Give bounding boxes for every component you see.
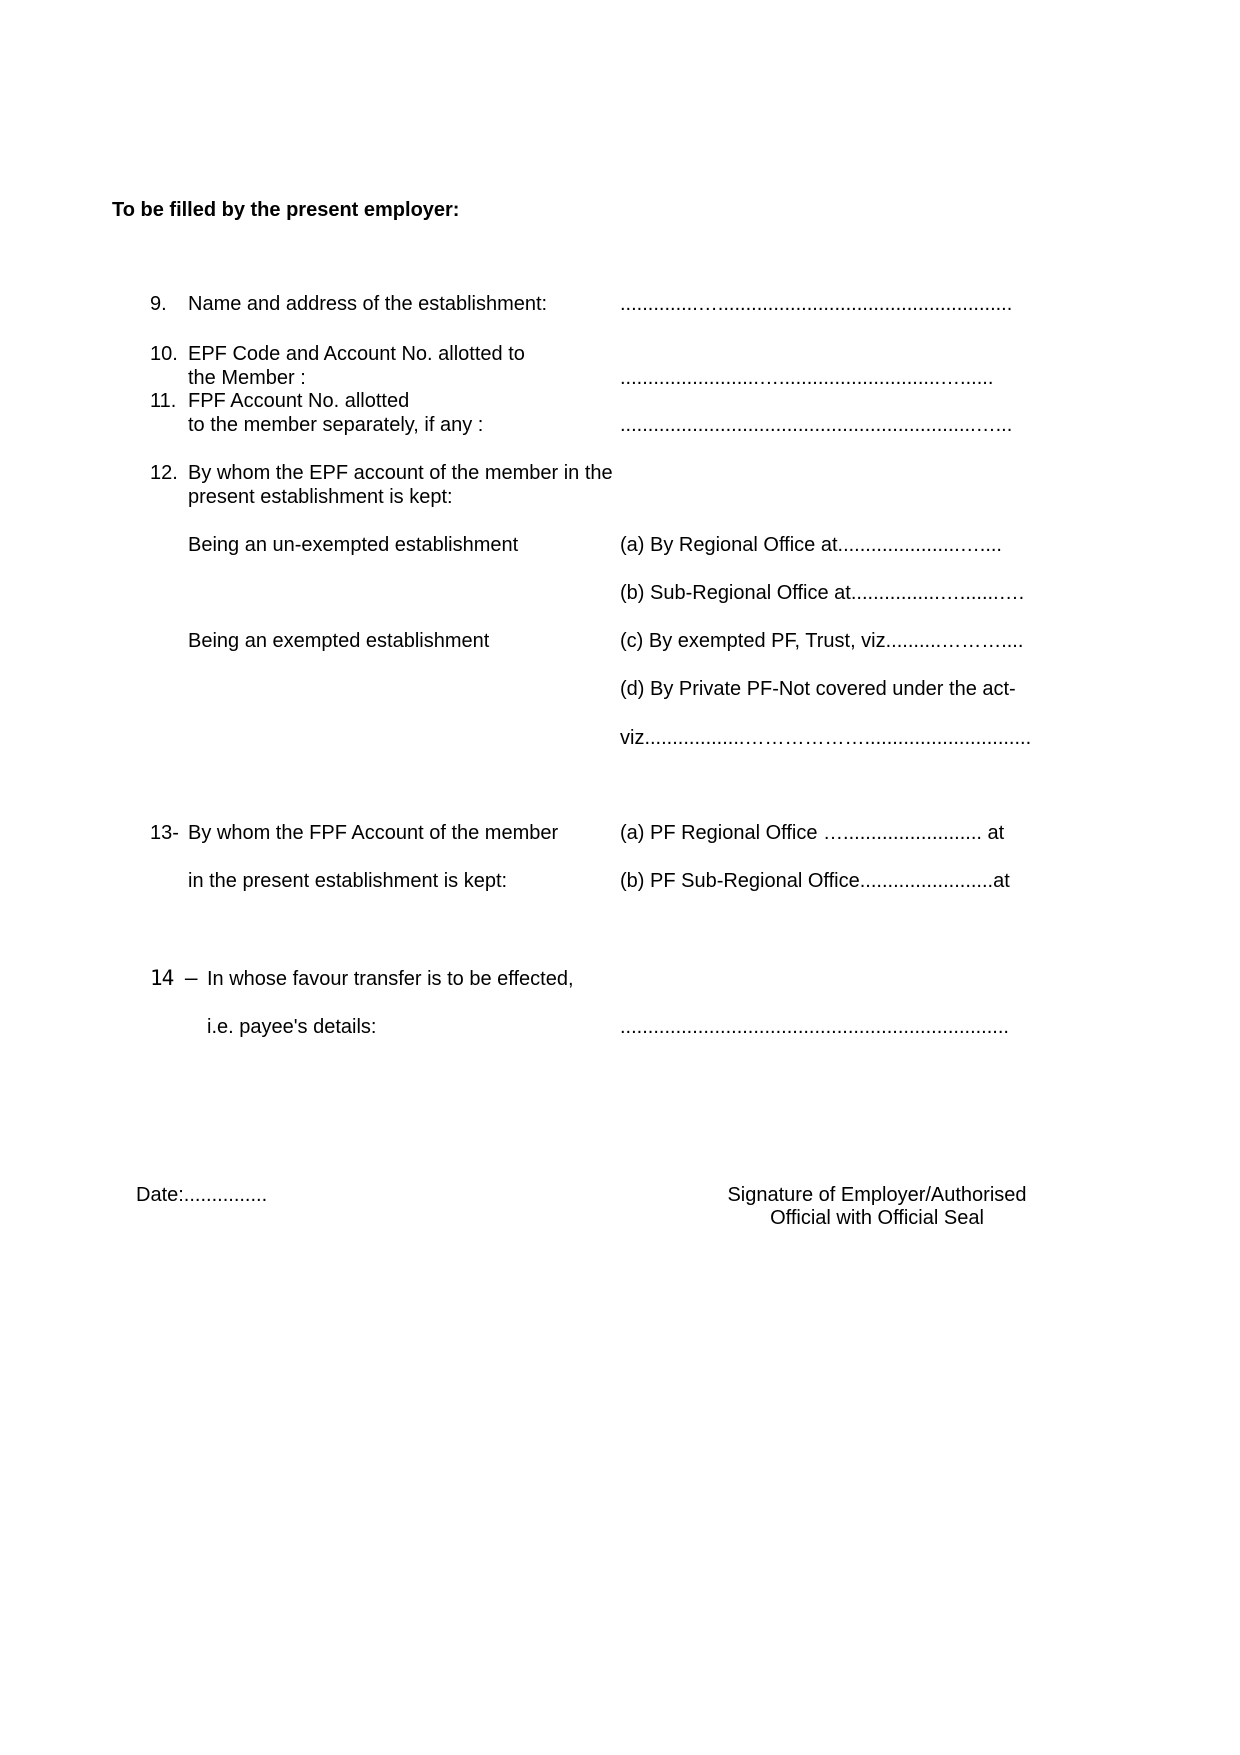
item-10-blank: .........................….............................…......	[620, 367, 994, 389]
item-14-number: 14 –	[150, 966, 197, 990]
item-12-label-line1: By whom the EPF account of the member in the	[188, 462, 613, 484]
option-c-exempted-pf-trust: (c) By exempted PF, Trust, viz..........………....	[620, 630, 1024, 652]
item-13-option-a: (a) PF Regional Office …......................... at	[620, 822, 1005, 844]
option-d-private-pf: (d) By Private PF-Not covered under the act-	[620, 678, 1016, 700]
item-11-label-line1: FPF Account No. allotted	[188, 390, 410, 412]
item-9-number: 9.	[150, 293, 167, 315]
item-13-option-b: (b) PF Sub-Regional Office........................at	[620, 870, 1010, 892]
item-10-label-line1: EPF Code and Account No. allotted to	[188, 343, 525, 365]
exempted-label: Being an exempted establishment	[188, 630, 490, 652]
signature-line1: Signature of Employer/Authorised	[727, 1184, 1027, 1206]
item-11-blank: ................................................................…...	[620, 414, 1013, 436]
unexempted-label: Being an un-exempted establishment	[188, 534, 519, 556]
date-field: Date:...............	[136, 1184, 268, 1206]
item-13-label-line1: By whom the FPF Account of the member	[188, 822, 559, 844]
item-12-number: 12.	[150, 462, 178, 484]
item-10-label-line2: the Member :	[188, 367, 306, 389]
item-13-label-line2: in the present establishment is kept:	[188, 870, 508, 892]
item-14-label-line1: In whose favour transfer is to be effected,	[207, 968, 574, 990]
item-9-blank: ..............….....................................................	[620, 293, 1013, 315]
option-b-sub-regional-office: (b) Sub-Regional Office at................….......….	[620, 582, 1025, 604]
item-14-label-line2: i.e. payee's details:	[207, 1016, 377, 1038]
item-13-number: 13-	[150, 822, 179, 844]
item-10-number: 10.	[150, 343, 178, 365]
option-d-viz-blank: viz..................………………..............................	[620, 727, 1032, 749]
item-11-number: 11.	[150, 390, 177, 412]
section-heading: To be filled by the present employer:	[112, 199, 460, 221]
item-9-label: Name and address of the establishment:	[188, 293, 548, 315]
item-11-label-line2: to the member separately, if any :	[188, 414, 484, 436]
item-14-blank: ......................................................................	[620, 1016, 1009, 1038]
option-a-regional-office: (a) By Regional Office at......................…....	[620, 534, 1002, 556]
signature-line2: Official with Official Seal	[770, 1207, 984, 1229]
item-12-label-line2: present establishment is kept:	[188, 486, 453, 508]
